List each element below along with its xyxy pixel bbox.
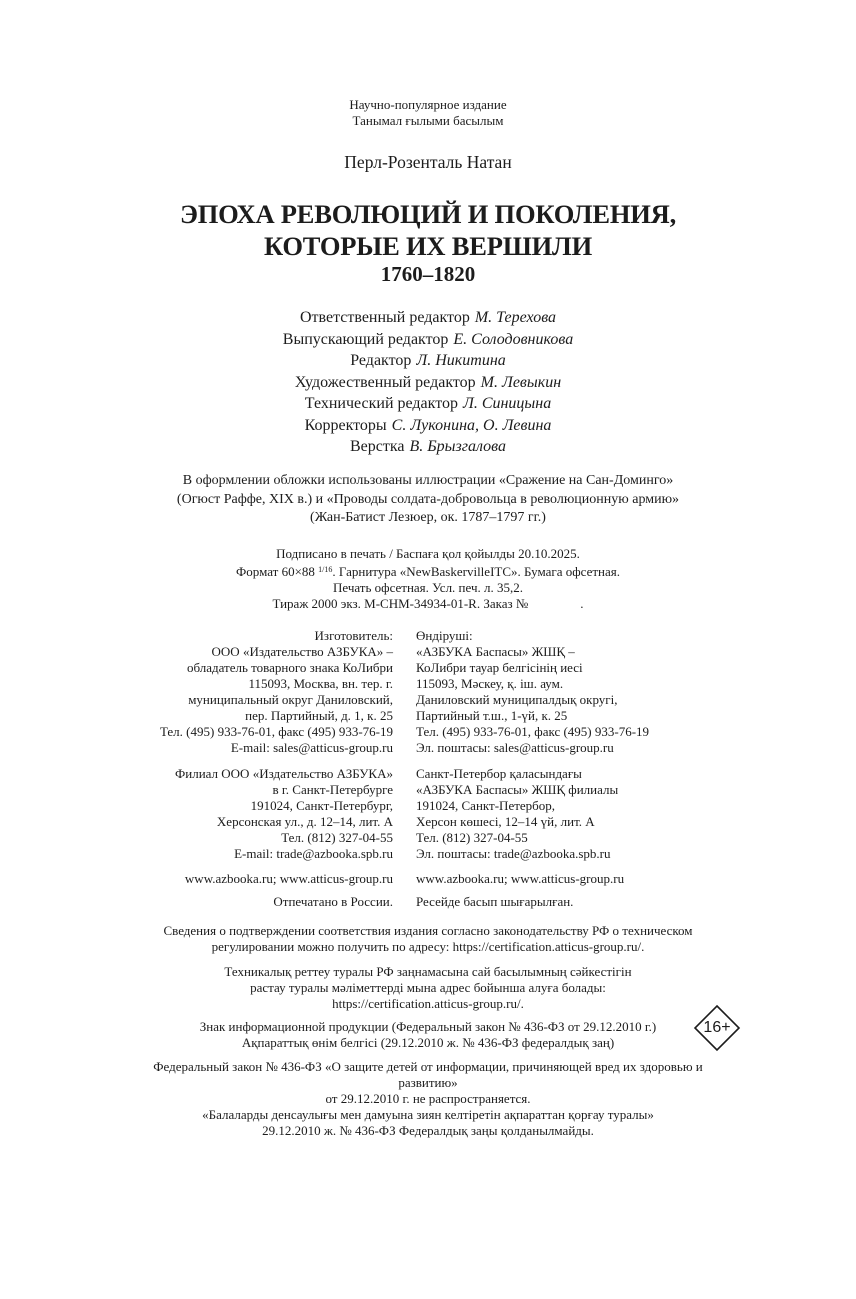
format-fraction: 1/16 — [318, 565, 333, 574]
age-rating-text: 16+ — [703, 1019, 731, 1036]
manufacturer-ru-email: E-mail: sales@atticus-group.ru — [230, 740, 393, 755]
edition-type — [0, 97, 856, 129]
credit-name: Л. Никитина — [416, 352, 506, 369]
format-text-rest: . Гарнитура «NewBaskervilleITC». Бумага офсетная. — [332, 564, 620, 579]
manufacturer-kz-line: КоЛибри тауар белгісінің иесі — [416, 660, 583, 675]
credit-name: Е. Солодовникова — [453, 330, 574, 348]
branch-ru-line: Филиал ООО «Издательство АЗБУКА» — [174, 766, 393, 781]
credit-role: Выпускающий редактор — [282, 330, 449, 348]
tirage-end: . — [580, 596, 584, 611]
manufacturer-kz-line: Партийный т.ш., 1-үй, к. 25 — [416, 708, 568, 723]
branch-kz-line: 191024, Санкт-Петербор, — [416, 798, 556, 813]
signed-to-print: Подписано в печать / Баспаға қол қойылды 20.10.2025. — [276, 546, 580, 561]
illustrations-line: (Жан-Батист Лезюер, ок. 1787–1797 гг.) — [310, 510, 546, 525]
branch-kz-email: Эл. поштасы: trade@azbooka.spb.ru — [416, 846, 611, 861]
format-line — [0, 562, 856, 580]
publication-data — [0, 546, 856, 612]
printed-in-ru: Отпечатано в России. — [273, 894, 393, 909]
branch-kz-line: «АЗБУКА Баспасы» ЖШҚ филиалы — [416, 782, 619, 797]
credit-row — [0, 307, 856, 329]
credit-role: Технический редактор — [304, 395, 458, 412]
credit-row — [0, 436, 856, 458]
manufacturer-kz-line: «АЗБУКА Баспасы» ЖШҚ – — [416, 644, 575, 659]
certification-kz-line: Техникалық реттеу туралы РФ заңнамасына сай басылымның сәйкестігін — [224, 964, 632, 979]
law-line: 29.12.2010 ж. № 436-ФЗ Федералдық заңы қолданылмайды. — [262, 1123, 594, 1138]
book-years: 1760–1820 — [380, 262, 476, 286]
manufacturer-ru — [160, 628, 393, 756]
printed-in-kz: Ресейде басып шығарылған. — [416, 894, 574, 909]
certification-ru-line: Сведения о подтверждении соответствия издания согласно законодательству РФ о техническом — [163, 923, 693, 938]
manufacturer-ru-line: Тел. (495) 933-76-01, факс (495) 933-76-19 — [159, 724, 393, 739]
branch-ru-line: в г. Санкт-Петербурге — [272, 782, 393, 797]
manufacturer-ru-line: 115093, Москва, вн. тер. г. — [248, 676, 393, 691]
editorial-credits — [0, 307, 856, 458]
branch-kz-line: Санкт-Петербор қаласындағы — [416, 766, 582, 781]
tirage-text: Тираж 2000 экз. M-CHM-34934-01-R. Заказ № — [272, 596, 529, 611]
cover-illustrations-note — [0, 472, 856, 528]
illustrations-line: (Огюст Раффе, XIX в.) и «Проводы солдата-добровольца в революционную армию» — [176, 491, 680, 507]
law-line: Федеральный закон № 436-ФЗ «О защите детей от информации, причиняющей вред их здоровью и — [153, 1059, 703, 1074]
age-rating-badge — [693, 1004, 741, 1052]
author-name: Перл-Розенталь Натан — [344, 152, 512, 172]
websites-kz: www.azbooka.ru; www.atticus-group.ru — [416, 871, 625, 886]
credit-name: М. Терехова — [474, 309, 557, 326]
manufacturer-kz-line: Тел. (495) 933-76-01, факс (495) 933-76-19 — [416, 724, 650, 739]
branch-ru — [175, 766, 393, 862]
branch-kz — [416, 766, 618, 862]
law-line: развитию» — [398, 1075, 458, 1090]
manufacturer-ru-line: Изготовитель: — [314, 628, 393, 643]
edition-type-kz: Танымал ғылыми басылым — [352, 113, 504, 128]
fraction-denominator: 16 — [324, 565, 333, 574]
tirage-line — [0, 596, 856, 612]
credit-role: Художественный редактор — [294, 373, 476, 391]
credit-row — [0, 372, 856, 394]
law-line: от 29.12.2010 г. не распространяется. — [325, 1091, 531, 1106]
manufacturer-ru-line: ООО «Издательство АЗБУКА» – — [211, 644, 393, 659]
credit-row — [0, 393, 856, 415]
certification-ru-line: регулировании можно получить по адресу: https://certification.atticus-group.ru/. — [211, 939, 645, 954]
websites-ru: www.azbooka.ru; www.atticus-group.ru — [184, 871, 393, 886]
credit-name: М. Левыкин — [480, 373, 562, 391]
credit-name: В. Брызгалова — [409, 438, 507, 455]
certification-kz-line: растау туралы мәліметтерді мына адрес бойынша алуға болады: — [250, 980, 606, 995]
manufacturer-kz — [416, 628, 649, 756]
credit-row — [0, 329, 856, 351]
law-line: «Балаларды денсаулығы мен дамуына зиян келтіретін ақпараттан қорғау туралы» — [202, 1107, 654, 1122]
credit-role: Редактор — [350, 352, 412, 369]
book-title-line-2: КОТОРЫЕ ИХ ВЕРШИЛИ — [264, 231, 592, 261]
certification-ru — [0, 923, 856, 955]
manufacturer-kz-line: Өндіруші: — [416, 628, 473, 643]
fraction-numerator: 1 — [318, 565, 323, 574]
info-sign-kz: Ақпараттық өнім белгісі (29.12.2010 ж. № 436-ФЗ федералдық заң) — [241, 1035, 615, 1050]
print-line: Печать офсетная. Усл. печ. л. 35,2. — [332, 580, 523, 595]
credit-row — [0, 350, 856, 372]
credit-role: Верстка — [349, 438, 405, 455]
credit-row — [0, 415, 856, 437]
manufacturer-ru-line: муниципальный округ Даниловский, — [188, 692, 393, 707]
info-sign-ru: Знак информационной продукции (Федеральный закон № 436-ФЗ от 29.12.2010 г.) — [199, 1019, 657, 1034]
manufacturer-kz-line: Даниловский муниципалдық округі, — [416, 692, 618, 707]
edition-type-ru: Научно-популярное издание — [349, 97, 507, 112]
branch-ru-line: Херсонская ул., д. 12–14, лит. А — [216, 814, 393, 829]
credit-role: Корректоры — [304, 416, 387, 434]
manufacturer-ru-line: пер. Партийный, д. 1, к. 25 — [245, 708, 393, 723]
credit-role: Ответственный редактор — [299, 309, 470, 326]
credit-name: Л. Синицына — [462, 395, 552, 412]
branch-ru-email: E-mail: trade@azbooka.spb.ru — [234, 846, 393, 861]
illustrations-line: В оформлении обложки использованы иллюстрации «Сражение на Сан-Доминго» — [182, 473, 674, 488]
branch-kz-line: Тел. (812) 327-04-55 — [416, 830, 528, 845]
certification-kz-line: https://certification.atticus-group.ru/. — [332, 996, 524, 1011]
branch-ru-line: 191024, Санкт-Петербург, — [250, 798, 393, 813]
credit-name: С. Луконина, О. Левина — [391, 416, 552, 434]
format-text: Формат 60×88 — [236, 564, 315, 579]
manufacturer-kz-line: 115093, Мәскеу, қ. іш. аум. — [416, 676, 564, 691]
branch-ru-line: Тел. (812) 327-04-55 — [281, 830, 393, 845]
book-title-line-1: ЭПОХА РЕВОЛЮЦИЙ И ПОКОЛЕНИЯ, — [179, 199, 677, 229]
manufacturer-kz-email: Эл. поштасы: sales@atticus-group.ru — [416, 740, 614, 755]
federal-law-notice — [0, 1059, 856, 1139]
book-title — [0, 198, 856, 262]
branch-kz-line: Херсон көшесі, 12–14 үй, лит. А — [416, 814, 595, 829]
manufacturer-ru-line: обладатель товарного знака КоЛибри — [186, 660, 393, 675]
